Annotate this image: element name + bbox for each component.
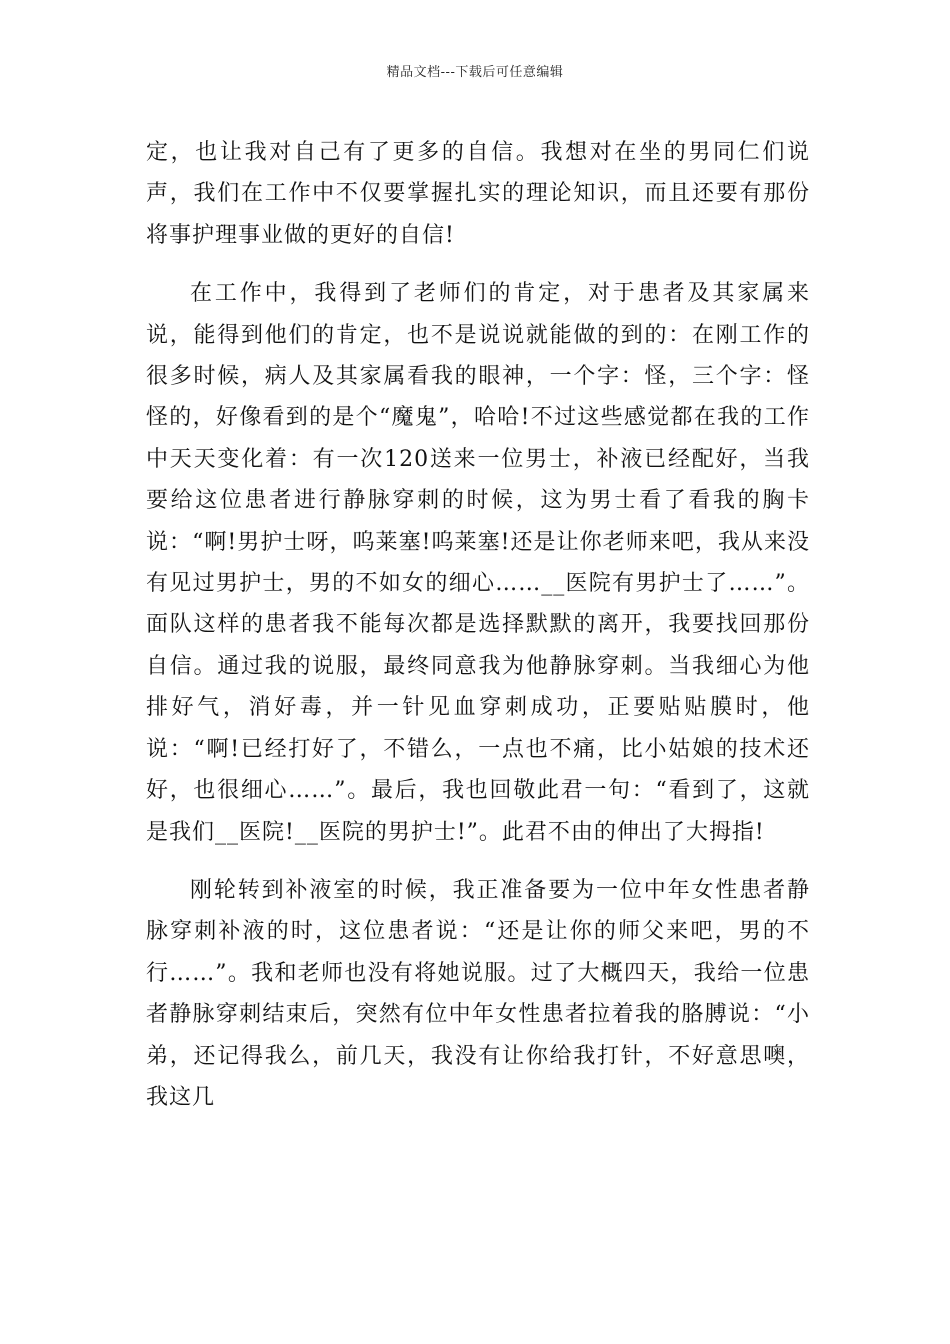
document-body (146, 132, 810, 1118)
paragraph-continuation: 定，也让我对自己有了更多的自信。我想对在坐的男同仁们说声，我们在工作中不仅要掌握扎实的理论知识，而且还要有那份将事护理事业做的更好的自信! (146, 140, 810, 248)
paragraph-work-experience: 在工作中，我得到了老师们的肯定，对于患者及其家属来说，能得到他们的肯定，也不是说说就能做的到的：在刚工作的很多时候，病人及其家属看我的眼神，一个字：怪，三个字：怪怪的，好像看到的是个“魔鬼”，哈哈!不过这些感觉都在我的工作中天天变化着：有一次120送来一位男士，补液已经配好，当我要给这位患者进行静脉穿刺的时候，这为男士看了看我的胸卡说：“啊!男护士呀，呜莱塞!呜莱塞!还是让你老师来吧，我从来没有见过男护士，男的不如女的细心……__医院有男护士了……”。面队这样的患者我不能每次都是选择默默的离开，我要找回那份自信。通过我的说服，最终同意我为他静脉穿刺。当我细心为他排好气，消好毒，并一针见血穿刺成功，正要贴贴膜时，他说：“啊!已经打好了，不错么，一点也不痛，比小姑娘的技术还好，也很细心……”。最后，我也回敬此君一句：“看到了，这就是我们__医院!__医院的男护士!”。此君不由的伸出了大拇指! (146, 281, 810, 845)
page-header: 精品文档---下载后可任意编辑 (386, 65, 564, 80)
paragraph-infusion-room: 刚轮转到补液室的时候，我正准备要为一位中年女性患者静脉穿刺补液的时，这位患者说：“还是让你的师父来吧，男的不行……”。我和老师也没有将她说服。过了大概四天，我给一位患者静脉穿刺结束后，突然有位中年女性患者拉着我的胳膊说：“小弟，还记得我么，前几天，我没有让你给我打针，不好意思噢，我这几 (146, 877, 810, 1110)
